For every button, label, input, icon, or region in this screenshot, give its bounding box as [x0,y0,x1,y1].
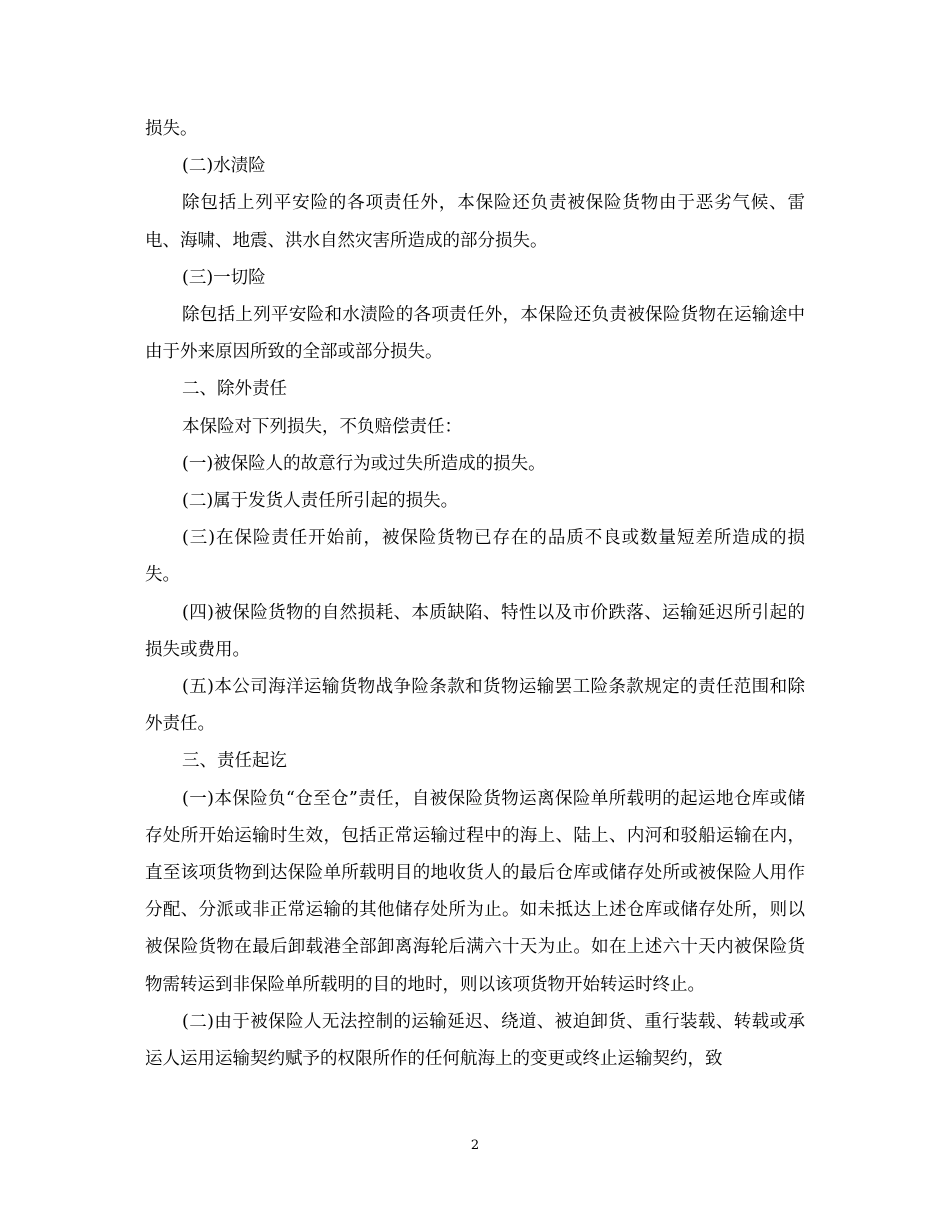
list-item: (二)属于发货人责任所引起的损失。 [182,491,459,512]
paragraph: 除包括上列平安险和水渍险的各项责任外，本保险还负责被保险货物在运输途中由于外来原因所致的全部或部分损失。 [145,305,805,363]
list-item: (五)本公司海洋运输货物战争险条款和货物运输罢工险条款规定的责任范围和除外责任。 [145,677,805,735]
section-heading: (三)一切险 [182,267,266,288]
paragraph: 本保险对下列损失，不负赔偿责任： [182,416,462,437]
list-item: (四)被保险货物的自然损耗、本质缺陷、特性以及市价跌落、运输延迟所引起的损失或费用。 [145,602,805,660]
section-heading: (二)水渍险 [182,156,266,177]
list-item: (二)由于被保险人无法控制的运输延迟、绕道、被迫卸货、重行装载、转载或承运人运用运输契约赋予的权限所作的任何航海上的变更或终止运输契约，致 [145,1011,805,1070]
paragraph: 损失。 [145,119,198,139]
list-item: (一)被保险人的故意行为或过失所造成的损失。 [182,453,546,474]
page-number: 2 [470,1138,480,1153]
document-body [145,111,805,1078]
list-item: (三)在保险责任开始前，被保险货物已存在的品质不良或数量短差所造成的损失。 [145,528,805,586]
section-heading: 三、责任起讫 [182,751,287,772]
list-item: (一)本保险负“仓至仓”责任，自被保险货物运离保险单所载明的起运地仓库或储存处所开始运输时生效，包括正常运输过程中的海上、陆上、内河和驳船运输在内，直至该项货物到达保险单所载明目的地收货人的最后仓库或储存处所或被保险人用作分配、分派或非正常运输的其他储存处所为止。如未抵达上述仓库或储存处所，则以被保险货物在最后卸载港全部卸离海轮后满六十天为止。如在上述六十天内被保险货物需转运到非保险单所载明的目的地时，则以该项货物开始转运时终止。 [145,788,805,995]
paragraph: 除包括上列平安险的各项责任外，本保险还负责被保险货物由于恶劣气候、雷电、海啸、地震、洪水自然灾害所造成的部分损失。 [145,193,805,251]
section-heading: 二、除外责任 [182,379,287,400]
